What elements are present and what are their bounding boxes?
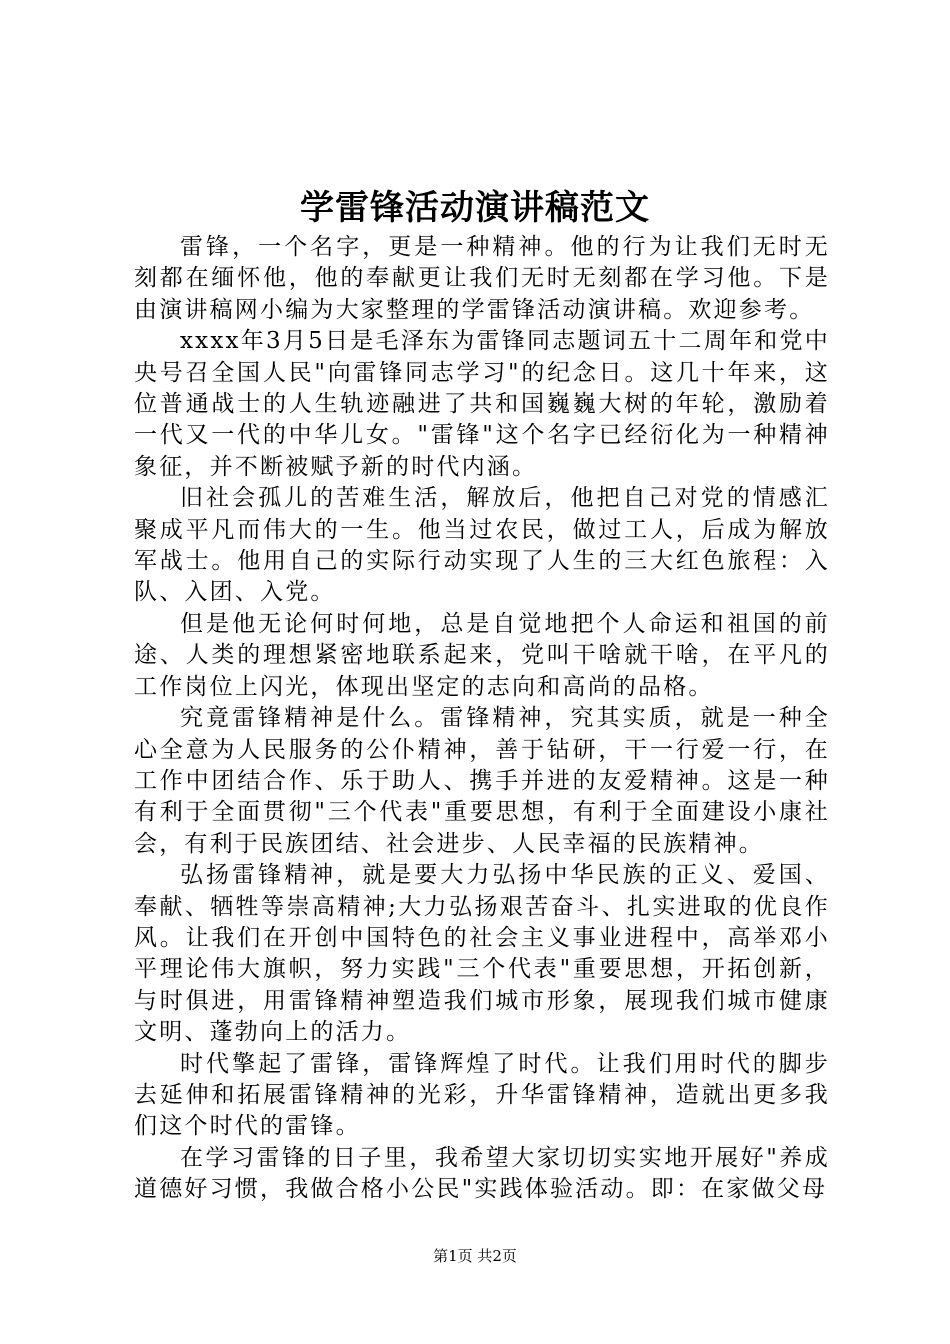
paragraph-2: xxxx年3月5日是毛泽东为雷锋同志题词五十二周年和党中央号召全国人民"向雷锋同志学习"的纪念日。这几十年来，这位普通战士的人生轨迹融进了共和国巍巍大树的年轮，激励着一代又一代的中华儿女。"雷锋"这个名字已经衍化为一种精神象征，并不断被赋予新的时代内涵。 [134,328,830,480]
paragraph-4: 但是他无论何时何地，总是自觉地把个人命运和祖国的前途、人类的理想紧密地联系起来，党叫干啥就干啥，在平凡的工作岗位上闪光，体现出坚定的志向和高尚的品格。 [134,610,830,700]
paragraph-5: 究竟雷锋精神是什么。雷锋精神，究其实质，就是一种全心全意为人民服务的公仆精神，善于钻研，干一行爱一行，在工作中团结合作、乐于助人、携手并进的友爱精神。这是一种有利于全面贯彻"三个代表"重要思想，有利于全面建设小康社会，有利于民族团结、社会进步、人民幸福的民族精神。 [134,705,830,857]
paragraph-3: 旧社会孤儿的苦难生活，解放后，他把自己对党的情感汇聚成平凡而伟大的一生。他当过农民，做过工人，后成为解放军战士。他用自己的实际行动实现了人生的三大红色旅程：入队、入团、入党。 [134,485,830,606]
paragraph-1: 雷锋，一个名字，更是一种精神。他的行为让我们无时无刻都在缅怀他，他的奉献更让我们无时无刻都在学习他。下是由演讲稿网小编为大家整理的学雷锋活动演讲稿。欢迎参考。 [134,234,830,323]
paragraph-7: 时代擎起了雷锋，雷锋辉煌了时代。让我们用时代的脚步去延伸和拓展雷锋精神的光彩，升华雷锋精神，造就出更多我们这个时代的雷锋。 [134,1050,830,1140]
paragraph-6: 弘扬雷锋精神，就是要大力弘扬中华民族的正义、爱国、奉献、牺牲等崇高精神;大力弘扬艰苦奋斗、扎实进取的优良作风。让我们在开创中国特色的社会主义事业进程中，高举邓小平理论伟大旗帜，努力实践"三个代表"重要思想，开拓创新，与时俱进，用雷锋精神塑造我们城市形象，展现我们城市健康文明、蓬勃向上的活力。 [134,862,830,1046]
paragraph-8: 在学习雷锋的日子里，我希望大家切切实实地开展好"养成道德好习惯，我做合格小公民"实践体验活动。即：在家做父母 [134,1144,830,1203]
document-body [134,232,830,1206]
document-title: 学雷锋活动演讲稿范文 [300,188,650,228]
page-number-footer: 第1页 共2页 [433,1247,517,1265]
